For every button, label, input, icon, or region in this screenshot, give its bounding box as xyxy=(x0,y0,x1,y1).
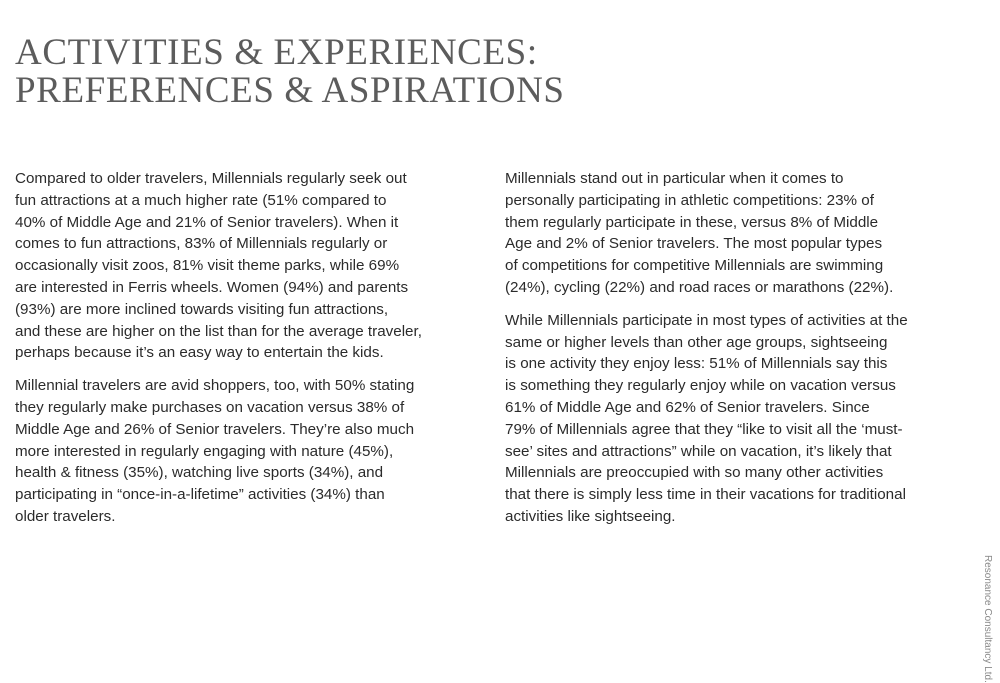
text-line: Middle Age and 26% of Senior travelers. They’re also much xyxy=(15,420,415,438)
text-line: 61% of Middle Age and 62% of Senior travelers. Since xyxy=(505,398,870,416)
text-line: Age and 2% of Senior travelers. The most popular types xyxy=(505,235,883,253)
text-line: older travelers. xyxy=(15,507,116,525)
text-line: participating in “once-in-a-lifetime” activities (34%) than xyxy=(15,486,385,504)
paragraph-shopping xyxy=(15,375,463,528)
text-line: same or higher levels than other age groups, sightseeing xyxy=(505,333,888,351)
text-line: (93%) are more inclined towards visiting fun attractions, xyxy=(15,300,389,318)
text-line: Millennials stand out in particular when it comes to xyxy=(505,170,844,187)
text-line: Compared to older travelers, Millennials regularly seek out xyxy=(15,170,407,187)
text-line: Millennials are preoccupied with so many other activities xyxy=(505,464,884,482)
copyright-credit: Resonance Consultancy Ltd. xyxy=(982,555,993,683)
paragraph-fun-attractions xyxy=(15,168,463,364)
text-line: is something they regularly enjoy while on vacation versus xyxy=(505,377,896,395)
page-title-line-1: ACTIVITIES & EXPERIENCES: xyxy=(15,32,538,73)
page-title-line-2: PREFERENCES & ASPIRATIONS xyxy=(15,70,565,111)
text-line: 40% of Middle Age and 21% of Senior travelers). When it xyxy=(15,213,399,231)
text-line: personally participating in athletic competitions: 23% of xyxy=(505,191,874,209)
text-line: see’ sites and attractions” while on vacation, it’s likely that xyxy=(505,442,892,460)
text-line: While Millennials participate in most types of activities at the xyxy=(505,311,908,329)
text-line: comes to fun attractions, 83% of Millennials regularly or xyxy=(15,235,388,253)
text-line: perhaps because it’s an easy way to entertain the kids. xyxy=(15,344,384,362)
text-line: of competitions for competitive Millennials are swimming xyxy=(505,257,884,275)
text-line: more interested in regularly engaging with nature (45%), xyxy=(15,442,394,460)
page-title xyxy=(15,34,565,110)
text-line: occasionally visit zoos, 81% visit theme parks, while 69% xyxy=(15,257,400,275)
text-line: that there is simply less time in their vacations for traditional xyxy=(505,486,906,504)
text-line: them regularly participate in these, versus 8% of Middle xyxy=(505,213,879,231)
text-line: health & fitness (35%), watching live sports (34%), and xyxy=(15,464,384,482)
text-line: fun attractions at a much higher rate (51% compared to xyxy=(15,191,387,209)
text-line: are interested in Ferris wheels. Women (94%) and parents xyxy=(15,278,409,296)
text-line: and these are higher on the list than for the average traveler, xyxy=(15,322,422,340)
paragraph-sightseeing xyxy=(505,310,955,528)
text-line: they regularly make purchases on vacation versus 38% of xyxy=(15,398,405,416)
text-line: is one activity they enjoy less: 51% of Millennials say this xyxy=(505,355,888,373)
text-line: activities like sightseeing. xyxy=(505,507,676,525)
left-column xyxy=(15,168,463,539)
paragraph-athletic-competitions xyxy=(505,168,955,299)
text-line: (24%), cycling (22%) and road races or marathons (22%). xyxy=(505,278,894,296)
text-line: Millennial travelers are avid shoppers, too, with 50% stating xyxy=(15,377,415,395)
text-line: 79% of Millennials agree that they “like to visit all the ‘must- xyxy=(505,420,903,438)
right-column xyxy=(505,168,955,539)
